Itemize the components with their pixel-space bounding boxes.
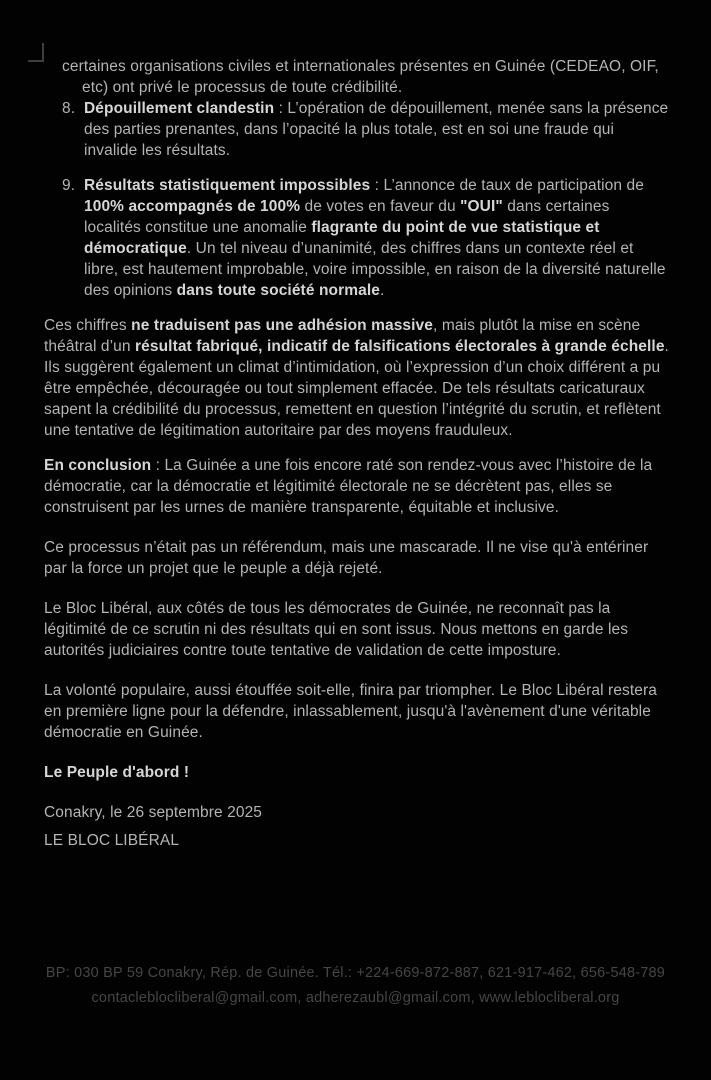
- text-run: .: [379, 282, 385, 299]
- text-run: . Un tel niveau d’unanimité, des chiffres dans un contexte réel et libre, est hautement improbable, voire impossible, en raison de la diversité naturelle des opinions: [84, 240, 666, 299]
- text-run: Ce processus n’était pas un référendum, mais une mascarade. Il ne vise qu'à entériner par la force un projet que le peuple a déjà rejeté.: [44, 539, 649, 577]
- document-body: [44, 56, 669, 851]
- text-run: : L’opération de dépouillement, menée sans la présence des parties prenantes, dans l’opacité la plus totale, est en soi une fraude qui invalide les résultats.: [84, 100, 669, 159]
- text-run-bold: Résultats statistiquement impossibles: [84, 177, 371, 194]
- paragraph-volonte-populaire: [44, 680, 669, 743]
- text-run-bold: "OUI": [460, 198, 503, 215]
- text-run: . Ils suggèrent également un climat d’intimidation, où l’expression d’un choix différent a pu être empêchée, découragée ou tout simplement effacée. De tels résultats caricaturaux sapent la crédibilité du processus, remettent en question l’intégrité du scrutin, et reflètent une tentative de légitimation autoritaire par des moyens frauduleux.: [44, 338, 669, 439]
- text-run: , mais plutôt la mise en scène théâtral d’un: [44, 317, 641, 355]
- list-item-8: [44, 98, 669, 161]
- corner-bracket-icon: [28, 43, 44, 62]
- paragraph-bloc-liberal-position: [44, 598, 669, 661]
- paragraph-mascarade: [44, 537, 669, 579]
- text-run-bold: Dépouillement clandestin: [84, 100, 275, 117]
- text-run-bold: ne traduisent pas une adhésion massive: [131, 317, 433, 334]
- text-run: de votes en faveur du: [300, 198, 461, 215]
- paragraph-analysis: [44, 315, 669, 441]
- text-run-bold: dans toute société normale: [176, 282, 380, 299]
- text-run: : La Guinée a une fois encore raté son rendez-vous avec l’histoire de la démocratie, car la démocratie et légitimité électorale ne se décrètent pas, elles se construisent par les urnes de manière transparente, équitable et inclusive.: [44, 457, 653, 516]
- text-run-bold: Le Peuple d'abord !: [44, 764, 190, 781]
- list-item-continuation: [44, 56, 669, 98]
- text-run-bold: En conclusion: [44, 457, 152, 474]
- text-run: : L’annonce de taux de participation de: [370, 177, 644, 194]
- text-run: Conakry, le 26 septembre 2025: [44, 804, 263, 821]
- text-run: Le Bloc Libéral, aux côtés de tous les démocrates de Guinée, ne reconnaît pas la légitimité de ce scrutin ni des résultats qui en sont issus. Nous mettons en garde les autorités judiciaires contre toute tentative de validation de cette imposture.: [44, 600, 629, 659]
- text-run: La volonté populaire, aussi étouffée soit-elle, finira par triompher. Le Bloc Libéral restera en première ligne pour la défendre, inlassablement, jusqu'à l'avènement d'une véritable démocratie en Guinée.: [44, 682, 657, 741]
- text-run-bold: 100% accompagnés de 100%: [84, 198, 301, 215]
- signature: [44, 830, 669, 851]
- footer-address-phone: BP: 030 BP 59 Conakry, Rép. de Guinée. Tél.: +224-669-872-887, 621-917-462, 656-548-789: [45, 965, 666, 981]
- list-number: 8.: [62, 100, 76, 117]
- paragraph-conclusion: [44, 455, 669, 518]
- footer-emails-website: contacleblocliberal@gmail.com, adherezaubl@gmail.com, www.leblocliberal.org: [91, 990, 620, 1006]
- text-run: LE BLOC LIBÉRAL: [44, 832, 180, 849]
- text-run-bold: résultat fabriqué, indicatif de falsifications électorales à grande échelle: [135, 338, 665, 355]
- text-run: certaines organisations civiles et internationales présentes en Guinée (CEDEAO, OIF, etc) ont privé le processus de toute crédibilité.: [62, 58, 659, 96]
- text-run-bold: flagrante du point de vue statistique et démocratique: [84, 219, 600, 257]
- text-run: Ces chiffres: [44, 317, 132, 334]
- list-item-9: [44, 175, 669, 301]
- list-number: 9.: [62, 177, 76, 194]
- dateline: [44, 802, 669, 823]
- text-run: dans certaines localités constitue une anomalie: [84, 198, 610, 236]
- footer: [0, 961, 711, 1011]
- slogan: [44, 762, 669, 783]
